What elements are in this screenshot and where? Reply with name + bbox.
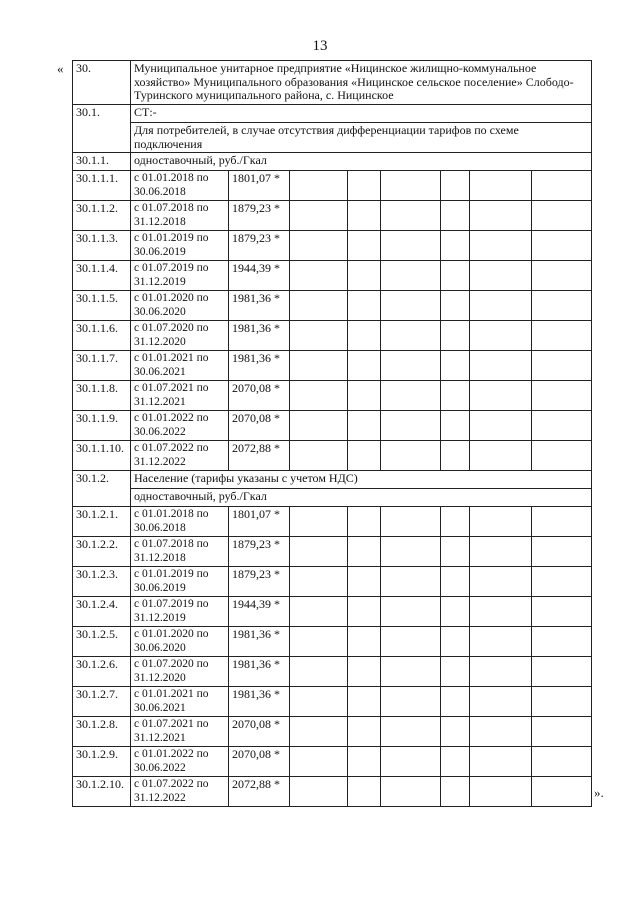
empty-cell <box>348 537 381 567</box>
empty-cell <box>290 507 348 537</box>
empty-cell <box>532 717 592 747</box>
period-start: с 01.01.2022 по <box>134 412 209 424</box>
table-row <box>73 657 592 687</box>
empty-cell <box>348 171 381 201</box>
empty-cell <box>290 411 348 441</box>
empty-cell <box>470 171 532 201</box>
system-row <box>73 105 592 123</box>
table-row <box>73 321 592 351</box>
empty-cell <box>348 291 381 321</box>
period-start: с 01.07.2022 по <box>134 442 209 454</box>
table-row <box>73 507 592 537</box>
empty-cell <box>441 567 470 597</box>
empty-cell <box>441 291 470 321</box>
period-end: 31.12.2021 <box>134 731 186 744</box>
period-start: с 01.01.2019 по <box>134 232 209 244</box>
empty-cell <box>532 747 592 777</box>
empty-cell <box>290 381 348 411</box>
period-start: с 01.07.2020 по <box>134 658 209 670</box>
period-end: 30.06.2019 <box>134 245 186 258</box>
tariff-type-label: одноставочный, руб./Гкал <box>131 153 592 171</box>
empty-cell <box>381 201 441 231</box>
empty-cell <box>470 381 532 411</box>
empty-cell <box>348 381 381 411</box>
row-period <box>131 777 229 807</box>
empty-cell <box>348 231 381 261</box>
row-period <box>131 201 229 231</box>
row-code: 30.1.1.1. <box>73 171 131 201</box>
empty-cell <box>381 747 441 777</box>
period-end: 31.12.2020 <box>134 671 186 684</box>
empty-cell <box>381 321 441 351</box>
empty-cell <box>532 507 592 537</box>
table-row <box>73 597 592 627</box>
empty-cell <box>441 777 470 807</box>
period-end: 30.06.2021 <box>134 701 186 714</box>
row-price: 2072,88 * <box>229 441 290 471</box>
row-period <box>131 747 229 777</box>
row-code: 30.1.2.3. <box>73 567 131 597</box>
empty-cell <box>348 261 381 291</box>
empty-cell <box>381 537 441 567</box>
row-period <box>131 507 229 537</box>
empty-cell <box>470 351 532 381</box>
closing-quote: ». <box>594 785 604 800</box>
row-code: 30.1.1.10. <box>73 441 131 471</box>
row-period <box>131 567 229 597</box>
empty-cell <box>381 567 441 597</box>
empty-cell <box>290 291 348 321</box>
period-end: 30.06.2020 <box>134 305 186 318</box>
period-start: с 01.07.2021 по <box>134 718 209 730</box>
empty-cell <box>470 321 532 351</box>
row-period <box>131 537 229 567</box>
empty-cell <box>441 507 470 537</box>
empty-cell <box>441 411 470 441</box>
period-end: 30.06.2022 <box>134 761 186 774</box>
row-code: 30.1.1.7. <box>73 351 131 381</box>
organization-code: 30. <box>73 61 131 105</box>
empty-cell <box>441 201 470 231</box>
row-price: 2070,08 * <box>229 411 290 441</box>
tariff-table-body <box>73 61 592 807</box>
empty-cell <box>470 657 532 687</box>
empty-cell <box>532 567 592 597</box>
empty-cell <box>470 261 532 291</box>
period-start: с 01.01.2018 по <box>134 508 209 520</box>
empty-cell <box>348 597 381 627</box>
row-code: 30.1.1.5. <box>73 291 131 321</box>
table-row <box>73 231 592 261</box>
row-code: 30.1.2.4. <box>73 597 131 627</box>
empty-cell <box>290 537 348 567</box>
empty-cell <box>381 657 441 687</box>
period-start: с 01.01.2020 по <box>134 628 209 640</box>
empty-cell <box>381 381 441 411</box>
row-period <box>131 321 229 351</box>
row-period <box>131 291 229 321</box>
empty-cell <box>532 381 592 411</box>
empty-cell <box>290 597 348 627</box>
row-period <box>131 597 229 627</box>
table-row <box>73 567 592 597</box>
period-end: 31.12.2022 <box>134 455 186 468</box>
table-row <box>73 537 592 567</box>
row-period <box>131 231 229 261</box>
row-period <box>131 381 229 411</box>
table-row <box>73 441 592 471</box>
row-code: 30.1.2.9. <box>73 747 131 777</box>
empty-cell <box>532 201 592 231</box>
period-start: с 01.07.2021 по <box>134 382 209 394</box>
empty-cell <box>290 747 348 777</box>
empty-cell <box>532 291 592 321</box>
empty-cell <box>381 717 441 747</box>
empty-cell <box>348 351 381 381</box>
population-tariff-row <box>73 489 592 507</box>
empty-cell <box>441 747 470 777</box>
empty-cell <box>470 411 532 441</box>
row-period <box>131 171 229 201</box>
row-price: 1944,39 * <box>229 261 290 291</box>
empty-cell <box>470 231 532 261</box>
period-end: 31.12.2018 <box>134 551 186 564</box>
row-code: 30.1.1.9. <box>73 411 131 441</box>
empty-cell <box>441 687 470 717</box>
row-code: 30.1.1.8. <box>73 381 131 411</box>
empty-cell <box>532 441 592 471</box>
population-code: 30.1.2. <box>73 471 131 507</box>
row-price: 1981,36 * <box>229 291 290 321</box>
empty-cell <box>290 567 348 597</box>
row-code: 30.1.1.4. <box>73 261 131 291</box>
empty-cell <box>348 747 381 777</box>
period-end: 31.12.2021 <box>134 395 186 408</box>
row-price: 2070,08 * <box>229 717 290 747</box>
empty-cell <box>348 777 381 807</box>
empty-cell <box>381 351 441 381</box>
empty-cell <box>381 171 441 201</box>
empty-cell <box>381 261 441 291</box>
row-period <box>131 261 229 291</box>
empty-cell <box>470 747 532 777</box>
row-price: 1801,07 * <box>229 507 290 537</box>
empty-cell <box>381 507 441 537</box>
period-end: 31.12.2018 <box>134 215 186 228</box>
period-start: с 01.07.2022 по <box>134 778 209 790</box>
empty-cell <box>470 627 532 657</box>
row-price: 1981,36 * <box>229 687 290 717</box>
row-price: 1981,36 * <box>229 351 290 381</box>
tariff-type-code: 30.1.1. <box>73 153 131 171</box>
row-code: 30.1.2.2. <box>73 537 131 567</box>
empty-cell <box>441 441 470 471</box>
empty-cell <box>470 687 532 717</box>
empty-cell <box>532 597 592 627</box>
empty-cell <box>470 717 532 747</box>
empty-cell <box>532 537 592 567</box>
empty-cell <box>470 567 532 597</box>
empty-cell <box>290 717 348 747</box>
table-row <box>73 777 592 807</box>
empty-cell <box>470 597 532 627</box>
table-row <box>73 747 592 777</box>
empty-cell <box>290 441 348 471</box>
period-end: 30.06.2019 <box>134 581 186 594</box>
row-period <box>131 657 229 687</box>
table-row <box>73 381 592 411</box>
row-period <box>131 627 229 657</box>
empty-cell <box>381 777 441 807</box>
period-start: с 01.01.2021 по <box>134 688 209 700</box>
row-price: 1981,36 * <box>229 627 290 657</box>
row-price: 1981,36 * <box>229 657 290 687</box>
empty-cell <box>381 687 441 717</box>
empty-cell <box>381 291 441 321</box>
empty-cell <box>348 507 381 537</box>
empty-cell <box>290 231 348 261</box>
empty-cell <box>290 351 348 381</box>
empty-cell <box>381 627 441 657</box>
empty-cell <box>441 231 470 261</box>
empty-cell <box>441 627 470 657</box>
empty-cell <box>470 291 532 321</box>
period-start: с 01.01.2022 по <box>134 748 209 760</box>
empty-cell <box>381 597 441 627</box>
empty-cell <box>532 351 592 381</box>
table-row <box>73 171 592 201</box>
empty-cell <box>348 657 381 687</box>
empty-cell <box>441 657 470 687</box>
empty-cell <box>532 687 592 717</box>
period-start: с 01.01.2018 по <box>134 172 209 184</box>
empty-cell <box>532 411 592 441</box>
consumers-label: Для потребителей, в случае отсутствия дифференциации тарифов по схеме подключения <box>131 123 592 153</box>
empty-cell <box>348 687 381 717</box>
organization-row <box>73 61 592 105</box>
consumers-row <box>73 123 592 153</box>
empty-cell <box>470 537 532 567</box>
empty-cell <box>290 171 348 201</box>
empty-cell <box>348 717 381 747</box>
row-price: 1801,07 * <box>229 171 290 201</box>
period-start: с 01.07.2019 по <box>134 598 209 610</box>
empty-cell <box>532 261 592 291</box>
empty-cell <box>441 381 470 411</box>
page-number: 13 <box>312 38 328 54</box>
empty-cell <box>290 321 348 351</box>
system-code: 30.1. <box>73 105 131 153</box>
empty-cell <box>290 261 348 291</box>
table-row <box>73 411 592 441</box>
row-code: 30.1.1.2. <box>73 201 131 231</box>
tariff-table <box>72 60 592 807</box>
period-start: с 01.07.2018 по <box>134 202 209 214</box>
period-end: 30.06.2018 <box>134 185 186 198</box>
organization-name: Муниципальное унитарное предприятие «Ницинское жилищно-коммунальное хозяйство» Муниципального образования «Ницинское сельское поселение» Слободо-Туринского муниципального района, с. Ницинское <box>131 61 592 105</box>
empty-cell <box>290 687 348 717</box>
empty-cell <box>470 777 532 807</box>
empty-cell <box>348 441 381 471</box>
empty-cell <box>348 321 381 351</box>
table-row <box>73 627 592 657</box>
period-end: 30.06.2020 <box>134 641 186 654</box>
empty-cell <box>441 171 470 201</box>
row-period <box>131 411 229 441</box>
row-code: 30.1.1.3. <box>73 231 131 261</box>
empty-cell <box>441 261 470 291</box>
empty-cell <box>381 441 441 471</box>
table-row <box>73 687 592 717</box>
period-end: 31.12.2019 <box>134 275 186 288</box>
empty-cell <box>290 777 348 807</box>
empty-cell <box>532 231 592 261</box>
period-start: с 01.07.2020 по <box>134 322 209 334</box>
period-end: 30.06.2022 <box>134 425 186 438</box>
row-price: 1879,23 * <box>229 201 290 231</box>
empty-cell <box>470 507 532 537</box>
row-price: 1981,36 * <box>229 321 290 351</box>
empty-cell <box>348 627 381 657</box>
empty-cell <box>441 597 470 627</box>
period-start: с 01.07.2019 по <box>134 262 209 274</box>
empty-cell <box>290 627 348 657</box>
row-code: 30.1.2.6. <box>73 657 131 687</box>
row-price: 1879,23 * <box>229 231 290 261</box>
system-label: СТ:- <box>131 105 592 123</box>
period-start: с 01.01.2020 по <box>134 292 209 304</box>
empty-cell <box>348 567 381 597</box>
row-price: 2070,08 * <box>229 381 290 411</box>
row-price: 2070,08 * <box>229 747 290 777</box>
period-start: с 01.01.2019 по <box>134 568 209 580</box>
empty-cell <box>290 657 348 687</box>
population-row <box>73 471 592 489</box>
empty-cell <box>532 171 592 201</box>
empty-cell <box>441 321 470 351</box>
empty-cell <box>290 201 348 231</box>
empty-cell <box>441 351 470 381</box>
empty-cell <box>532 657 592 687</box>
empty-cell <box>381 231 441 261</box>
empty-cell <box>348 201 381 231</box>
period-start: с 01.07.2018 по <box>134 538 209 550</box>
table-row <box>73 351 592 381</box>
empty-cell <box>532 321 592 351</box>
table-row <box>73 291 592 321</box>
row-code: 30.1.2.8. <box>73 717 131 747</box>
row-code: 30.1.2.1. <box>73 507 131 537</box>
row-period <box>131 717 229 747</box>
row-price: 1944,39 * <box>229 597 290 627</box>
empty-cell <box>441 717 470 747</box>
tariff-type-row <box>73 153 592 171</box>
empty-cell <box>348 411 381 441</box>
period-end: 31.12.2019 <box>134 611 186 624</box>
row-period <box>131 441 229 471</box>
empty-cell <box>441 537 470 567</box>
row-code: 30.1.2.7. <box>73 687 131 717</box>
table-row <box>73 261 592 291</box>
opening-quote: « <box>57 61 64 76</box>
row-price: 2072,88 * <box>229 777 290 807</box>
table-row <box>73 717 592 747</box>
empty-cell <box>532 777 592 807</box>
row-period <box>131 687 229 717</box>
table-row <box>73 201 592 231</box>
row-code: 30.1.2.5. <box>73 627 131 657</box>
row-code: 30.1.2.10. <box>73 777 131 807</box>
row-code: 30.1.1.6. <box>73 321 131 351</box>
population-tariff-label: одноставочный, руб./Гкал <box>131 489 592 507</box>
period-end: 30.06.2018 <box>134 521 186 534</box>
empty-cell <box>470 441 532 471</box>
period-end: 31.12.2020 <box>134 335 186 348</box>
empty-cell <box>381 411 441 441</box>
row-period <box>131 351 229 381</box>
period-end: 31.12.2022 <box>134 791 186 804</box>
period-end: 30.06.2021 <box>134 365 186 378</box>
empty-cell <box>470 201 532 231</box>
row-price: 1879,23 * <box>229 567 290 597</box>
row-price: 1879,23 * <box>229 537 290 567</box>
empty-cell <box>532 627 592 657</box>
period-start: с 01.01.2021 по <box>134 352 209 364</box>
population-label: Население (тарифы указаны с учетом НДС) <box>131 471 592 489</box>
